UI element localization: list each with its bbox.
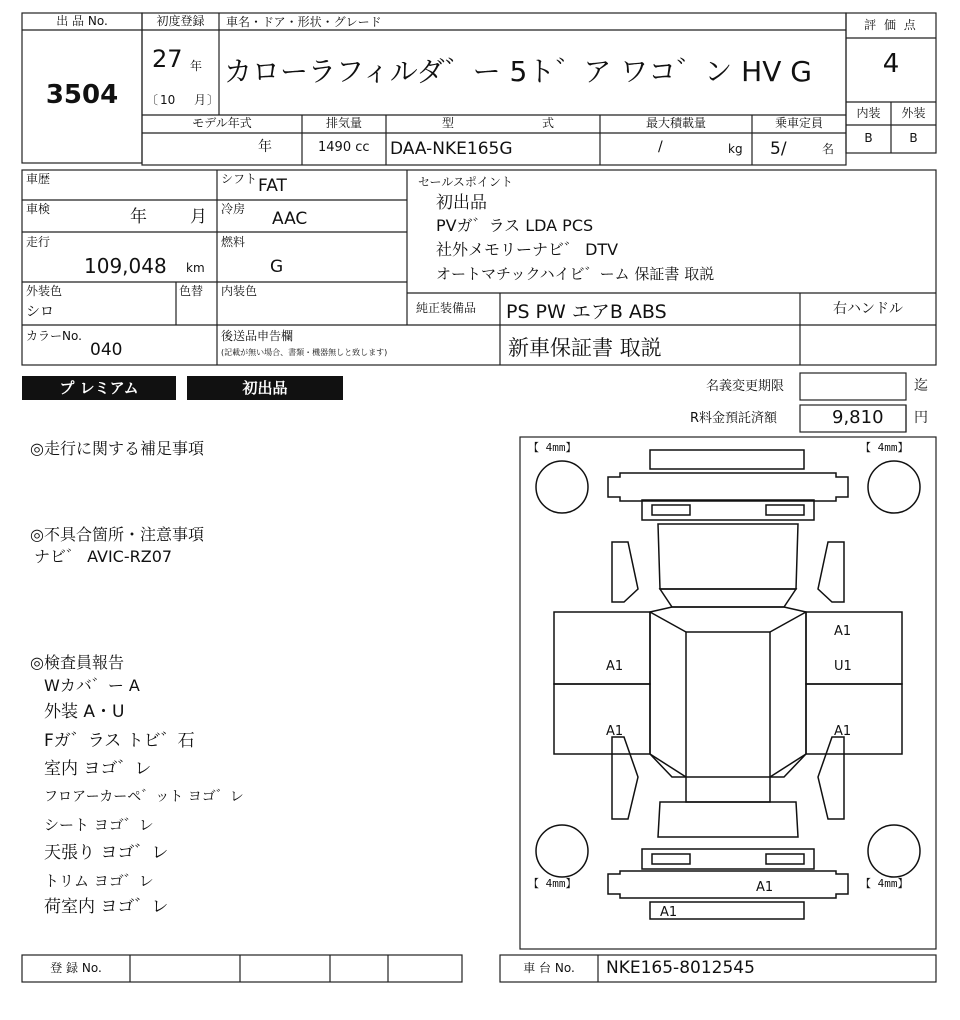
score: 4 <box>882 49 900 79</box>
inspector-item: フロアーカーペ゛ット ヨゴ゛レ <box>44 789 244 805</box>
headlight-panel <box>642 500 814 520</box>
mark-rear-bumper: A1 <box>756 880 774 895</box>
mark-right-front-upper: A1 <box>834 624 852 639</box>
aircon: AAC <box>272 209 308 229</box>
max-load-label: 最大積載量 <box>645 116 706 130</box>
sales-point: 初出品 <box>436 193 487 213</box>
mileage-label: 走行 <box>26 235 51 249</box>
taillight-right <box>766 854 804 864</box>
inspector-item: Wカバ゛ー A <box>44 676 140 695</box>
reg-year: 27 <box>152 45 183 73</box>
docs-note: (記載が無い場合、書類・機器無しと致します) <box>221 348 388 357</box>
name-change-suffix: 迄 <box>914 378 928 394</box>
mileage-unit: km <box>186 261 205 275</box>
tail-panel <box>642 849 814 869</box>
interior-color-label: 内装色 <box>221 284 258 298</box>
inspection-label: 車検 <box>26 202 51 216</box>
side-left-rear <box>554 684 650 754</box>
model-label: 型 <box>442 116 455 130</box>
mark-rear-plate: A1 <box>660 905 678 920</box>
max-load-unit: kg <box>728 142 743 156</box>
fuel-label: 燃料 <box>221 235 246 249</box>
aircon-label: 冷房 <box>221 202 246 216</box>
reg-month-unit: 月 <box>194 93 207 107</box>
sales-point: 社外メモリーナビ゛ DTV <box>436 240 619 259</box>
front-bumper <box>608 473 848 501</box>
side-right-rear <box>806 684 902 754</box>
side-left-front <box>554 612 650 684</box>
front-fender-right <box>818 542 844 602</box>
name-change-label: 名義変更期限 <box>706 379 785 394</box>
color-change-label: 色替 <box>179 284 204 298</box>
recycle-unit: 円 <box>914 410 928 426</box>
exterior-color-label: 外装色 <box>26 284 63 298</box>
tire-label-rl: 【 4mm】 <box>528 877 577 890</box>
mark-left-rear-door: A1 <box>606 724 624 739</box>
mileage: 109,048 <box>84 254 167 278</box>
car-name: カローラフィルダ゛ー 5ト゛ア ワコ゛ン HV G <box>224 55 812 88</box>
side-right-front <box>806 612 902 684</box>
shift: FAT <box>258 176 287 196</box>
car-damage-diagram <box>520 437 936 949</box>
max-load-slash: / <box>658 139 663 155</box>
premium-badge: プ レミアム <box>22 376 176 400</box>
capacity-label: 乗車定員 <box>774 116 823 130</box>
tire-rear-right <box>868 825 920 877</box>
tire-front-right <box>868 461 920 513</box>
lot-no: 3504 <box>45 80 119 110</box>
shift-label: シフト <box>221 172 258 186</box>
color-no: 040 <box>90 340 123 360</box>
rear-bumper <box>608 871 848 898</box>
tire-front-left <box>536 461 588 513</box>
displacement-label: 排気量 <box>325 116 362 130</box>
windshield <box>660 589 796 607</box>
sales-point: オートマチックハイビ゛ーム 保証書 取説 <box>436 265 715 283</box>
inspector-item: 室内 ヨゴ゛レ <box>44 759 152 779</box>
chassis-no: NKE165-8012545 <box>606 958 755 978</box>
front-grille <box>650 450 804 469</box>
interior-grade: B <box>864 131 873 145</box>
rear-gate <box>658 802 798 837</box>
chassis-label: 車 台 No. <box>523 961 575 975</box>
reg-month: 10 <box>160 93 176 107</box>
tire-label-rr: 【 4mm】 <box>860 877 909 890</box>
model-year-unit: 年 <box>258 139 272 155</box>
hood <box>658 524 798 589</box>
reg-month-bracket-open: 〔 <box>146 93 159 107</box>
headlight-left <box>652 505 690 515</box>
reg-no-label: 登 録 No. <box>50 961 102 975</box>
carname-label: 車名・ドア・形状・グレード <box>226 15 382 29</box>
capacity: 5/ <box>770 139 787 159</box>
first-reg-label: 初度登録 <box>156 14 205 28</box>
inspector-item: 荷室内 ヨゴ゛レ <box>44 897 169 917</box>
sales-point-label: セールスポイント <box>418 175 513 189</box>
exterior-color: シロ <box>26 304 54 320</box>
exterior-label: 外装 <box>901 106 926 120</box>
equipment: PS PW エアB ABS <box>506 301 667 323</box>
defect-item: ナビ゛ AVIC-RZ07 <box>34 547 173 566</box>
front-fender-left <box>612 542 638 602</box>
inspector-item: 天張り ヨゴ゛レ <box>44 843 169 863</box>
reg-month-bracket-close: 〕 <box>207 93 220 107</box>
displacement: 1490 cc <box>318 140 370 155</box>
tire-label-fr: 【 4mm】 <box>860 441 909 454</box>
model-year-label: モデル年式 <box>192 116 252 130</box>
recycle-value: 9,810 <box>832 407 884 428</box>
mark-left-front-door: A1 <box>606 659 624 674</box>
mark-right-rear-door: A1 <box>834 724 852 739</box>
equipment-label: 純正装備品 <box>416 301 477 315</box>
lot-no-label: 出 品 No. <box>56 14 108 28</box>
fuel: G <box>270 257 284 277</box>
steering: 右ハンドル <box>833 301 903 317</box>
inspector-item: トリム ヨゴ゛レ <box>44 872 154 890</box>
model-code: DAA-NKE165G <box>390 139 513 159</box>
inspector-item: Fガ゛ラス トビ゛石 <box>44 731 195 751</box>
tire-label-fl: 【 4mm】 <box>528 441 577 454</box>
docs-label: 後送品申告欄 <box>221 329 294 343</box>
sales-point: PVガ゛ラス LDA PCS <box>436 216 594 235</box>
taillight-left <box>652 854 690 864</box>
docs-value: 新車保証書 取説 <box>508 336 662 360</box>
inspection-year: 年 <box>130 207 147 227</box>
capacity-unit: 名 <box>822 142 835 156</box>
first-listing-badge: 初出品 <box>187 376 343 400</box>
recycle-label: R料金預託済額 <box>690 411 778 426</box>
headlight-right <box>766 505 804 515</box>
rear-fender-left <box>612 737 638 819</box>
inspector-item: 外装 A・U <box>44 702 125 722</box>
interior-label: 内装 <box>856 106 881 120</box>
reg-year-unit: 年 <box>190 59 203 73</box>
color-no-label: カラーNo. <box>26 329 82 343</box>
history-label: 車歴 <box>26 172 51 186</box>
mark-right-front-door: U1 <box>834 659 852 674</box>
exterior-grade: B <box>909 131 918 145</box>
inspector-title: ◎検査員報告 <box>30 653 124 672</box>
defects-title: ◎不具合箇所・注意事項 <box>30 525 204 544</box>
tire-rear-left <box>536 825 588 877</box>
mileage-supplement-title: ◎走行に関する補足事項 <box>30 439 204 458</box>
model-label-2: 式 <box>542 116 555 130</box>
rear-fender-right <box>818 737 844 819</box>
inspector-item: シート ヨゴ゛レ <box>44 816 154 834</box>
score-label: 評 価 点 <box>864 18 918 32</box>
inspection-month: 月 <box>190 207 207 227</box>
